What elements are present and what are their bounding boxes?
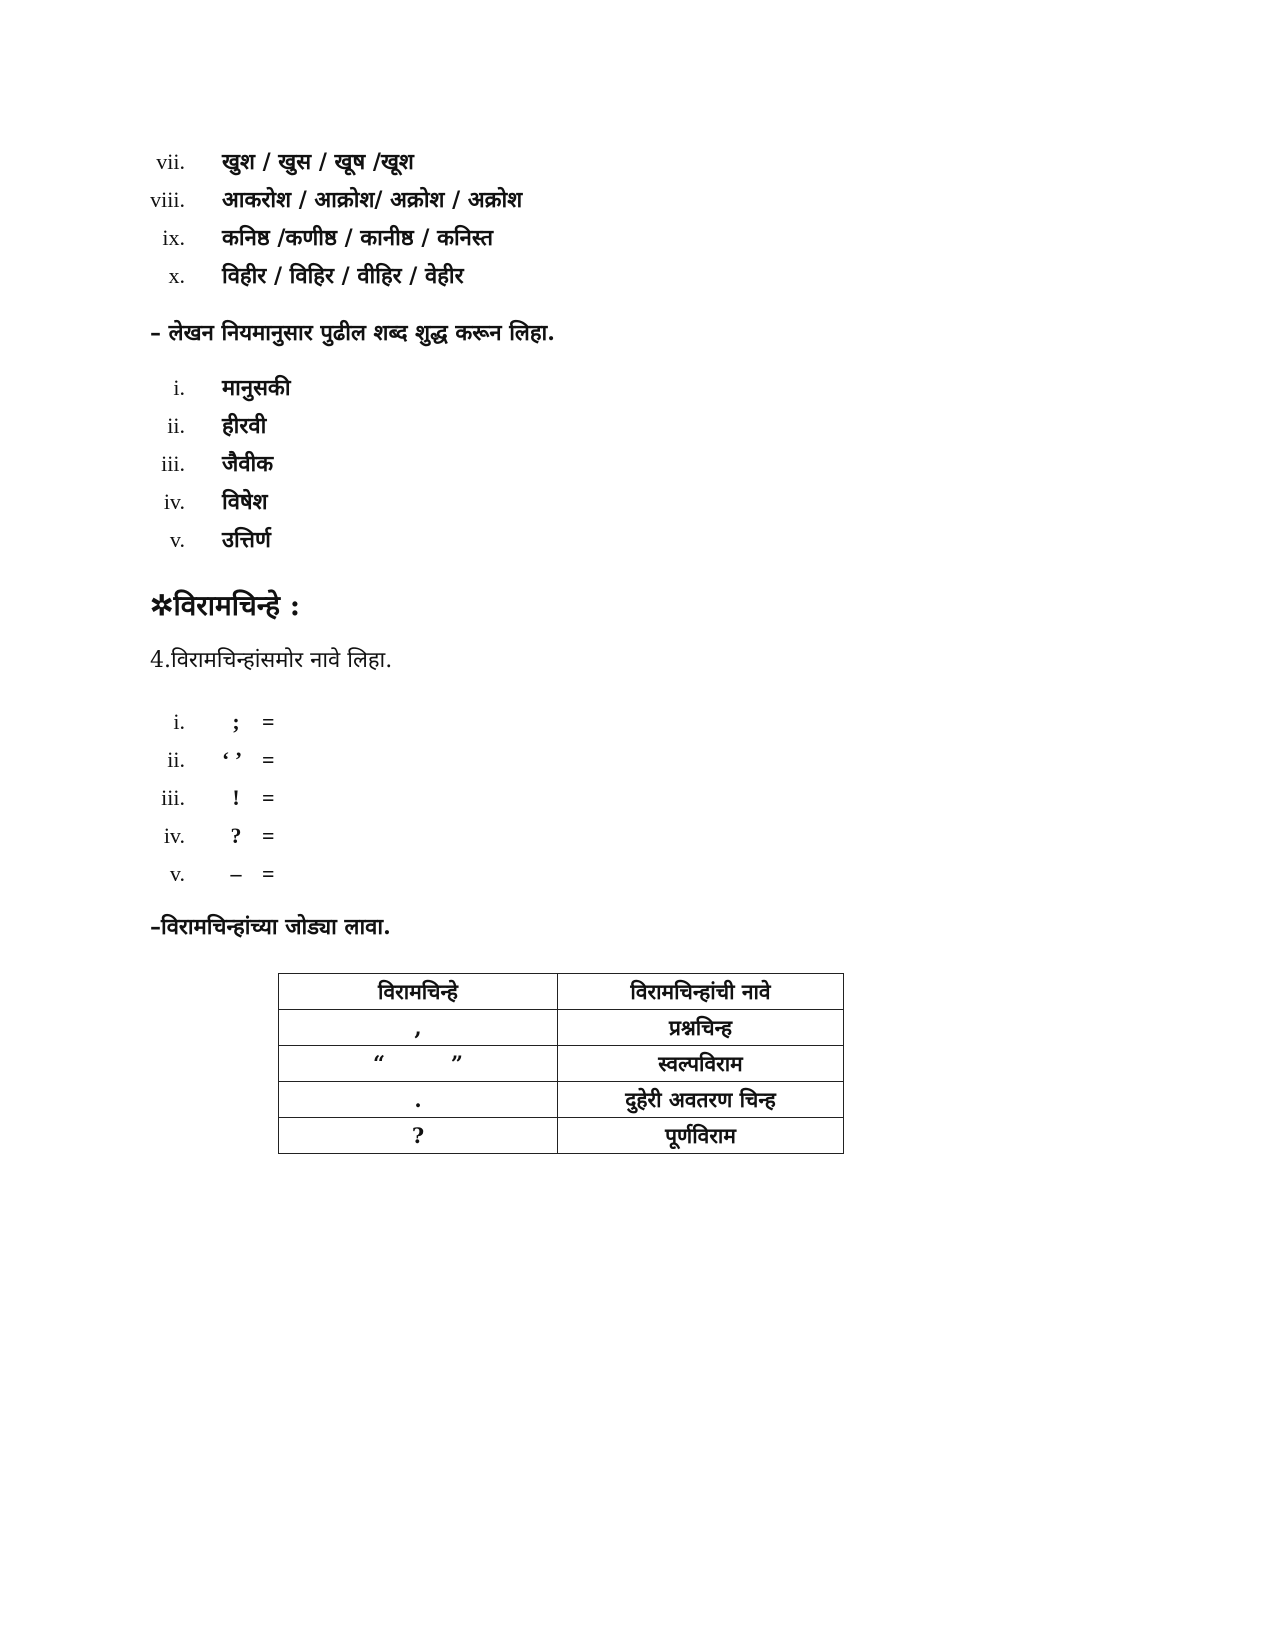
item-number: vii. xyxy=(156,149,185,174)
item-text: विषेश xyxy=(222,489,268,515)
list-item xyxy=(0,521,600,559)
item-text: हीरवी xyxy=(222,413,267,439)
item-number: ii. xyxy=(167,747,185,772)
list-item xyxy=(0,703,600,741)
table-cell: पूर्णविराम xyxy=(558,1118,844,1154)
list-item xyxy=(0,369,600,407)
punctuation-symbol: ? xyxy=(230,823,242,848)
item-number: iv. xyxy=(163,489,185,514)
equals-sign: = xyxy=(262,747,275,772)
correct-words-instruction: – लेखन नियमानुसार पुढील शब्द शुद्ध करून लिहा. xyxy=(150,320,555,346)
item-text: खुश / खुस / खूष /खूश xyxy=(222,149,414,175)
list-item xyxy=(0,779,600,817)
item-number: x. xyxy=(168,263,185,288)
table-cell: ? xyxy=(279,1118,558,1154)
section-heading: ✲विरामचिन्हे : xyxy=(150,589,301,622)
table-cell: स्वल्पविराम xyxy=(558,1046,844,1082)
item-number: iv. xyxy=(163,823,185,848)
item-number: v. xyxy=(169,861,185,886)
punctuation-names-instruction: 4.विरामचिन्हांसमोर नावे लिहा. xyxy=(150,648,393,673)
list-item xyxy=(0,219,900,257)
table-cell: प्रश्नचिन्ह xyxy=(558,1010,844,1046)
list-item xyxy=(0,143,900,181)
item-number: ix. xyxy=(162,225,185,250)
equals-sign: = xyxy=(262,823,275,848)
item-number: i. xyxy=(173,375,185,400)
item-number: ii. xyxy=(167,413,185,438)
list-item xyxy=(0,445,600,483)
table-cell: . xyxy=(279,1082,558,1118)
table-cell: “ ” xyxy=(279,1046,558,1082)
list-item xyxy=(0,817,600,855)
match-instruction: –विरामचिन्हांच्या जोड्या लावा. xyxy=(150,914,391,940)
match-table xyxy=(278,973,844,1154)
list-item xyxy=(0,483,600,521)
item-text: कनिष्ठ /कणीष्ठ / कानीष्ठ / कनिस्त xyxy=(222,225,493,251)
table-header-cell: विरामचिन्हे xyxy=(279,974,558,1010)
table-row xyxy=(279,1046,844,1082)
equals-sign: = xyxy=(262,861,275,886)
item-number: iii. xyxy=(161,451,185,476)
item-number: v. xyxy=(169,527,185,552)
equals-sign: = xyxy=(262,785,275,810)
equals-sign: = xyxy=(262,709,275,734)
punctuation-symbol: – xyxy=(230,861,242,886)
table-header-cell: विरामचिन्हांची नावे xyxy=(558,974,844,1010)
list-item xyxy=(0,181,900,219)
item-text: उत्तिर्ण xyxy=(222,527,271,553)
item-number: viii. xyxy=(150,187,185,212)
punctuation-symbol: ‘ ’ xyxy=(222,747,243,772)
item-number: iii. xyxy=(161,785,185,810)
list-item xyxy=(0,741,600,779)
list-item xyxy=(0,855,600,893)
table-cell: दुहेरी अवतरण चिन्ह xyxy=(558,1082,844,1118)
item-text: विहीर / विहिर / वीहिर / वेहीर xyxy=(222,263,464,289)
table-row xyxy=(279,1118,844,1154)
table-row xyxy=(279,1010,844,1046)
punctuation-symbol: ; xyxy=(232,709,240,734)
list-item xyxy=(0,257,900,295)
table-cell: , xyxy=(279,1010,558,1046)
table-row xyxy=(279,1082,844,1118)
item-number: i. xyxy=(173,709,185,734)
table-header-row xyxy=(279,974,844,1010)
item-text: मानुसकी xyxy=(222,375,291,401)
punctuation-symbol: ! xyxy=(232,785,240,810)
list-item xyxy=(0,407,600,445)
item-text: जैवीक xyxy=(222,451,274,477)
item-text: आकरोश / आक्रोश/ अक्रोश / अक्रोश xyxy=(222,187,523,213)
